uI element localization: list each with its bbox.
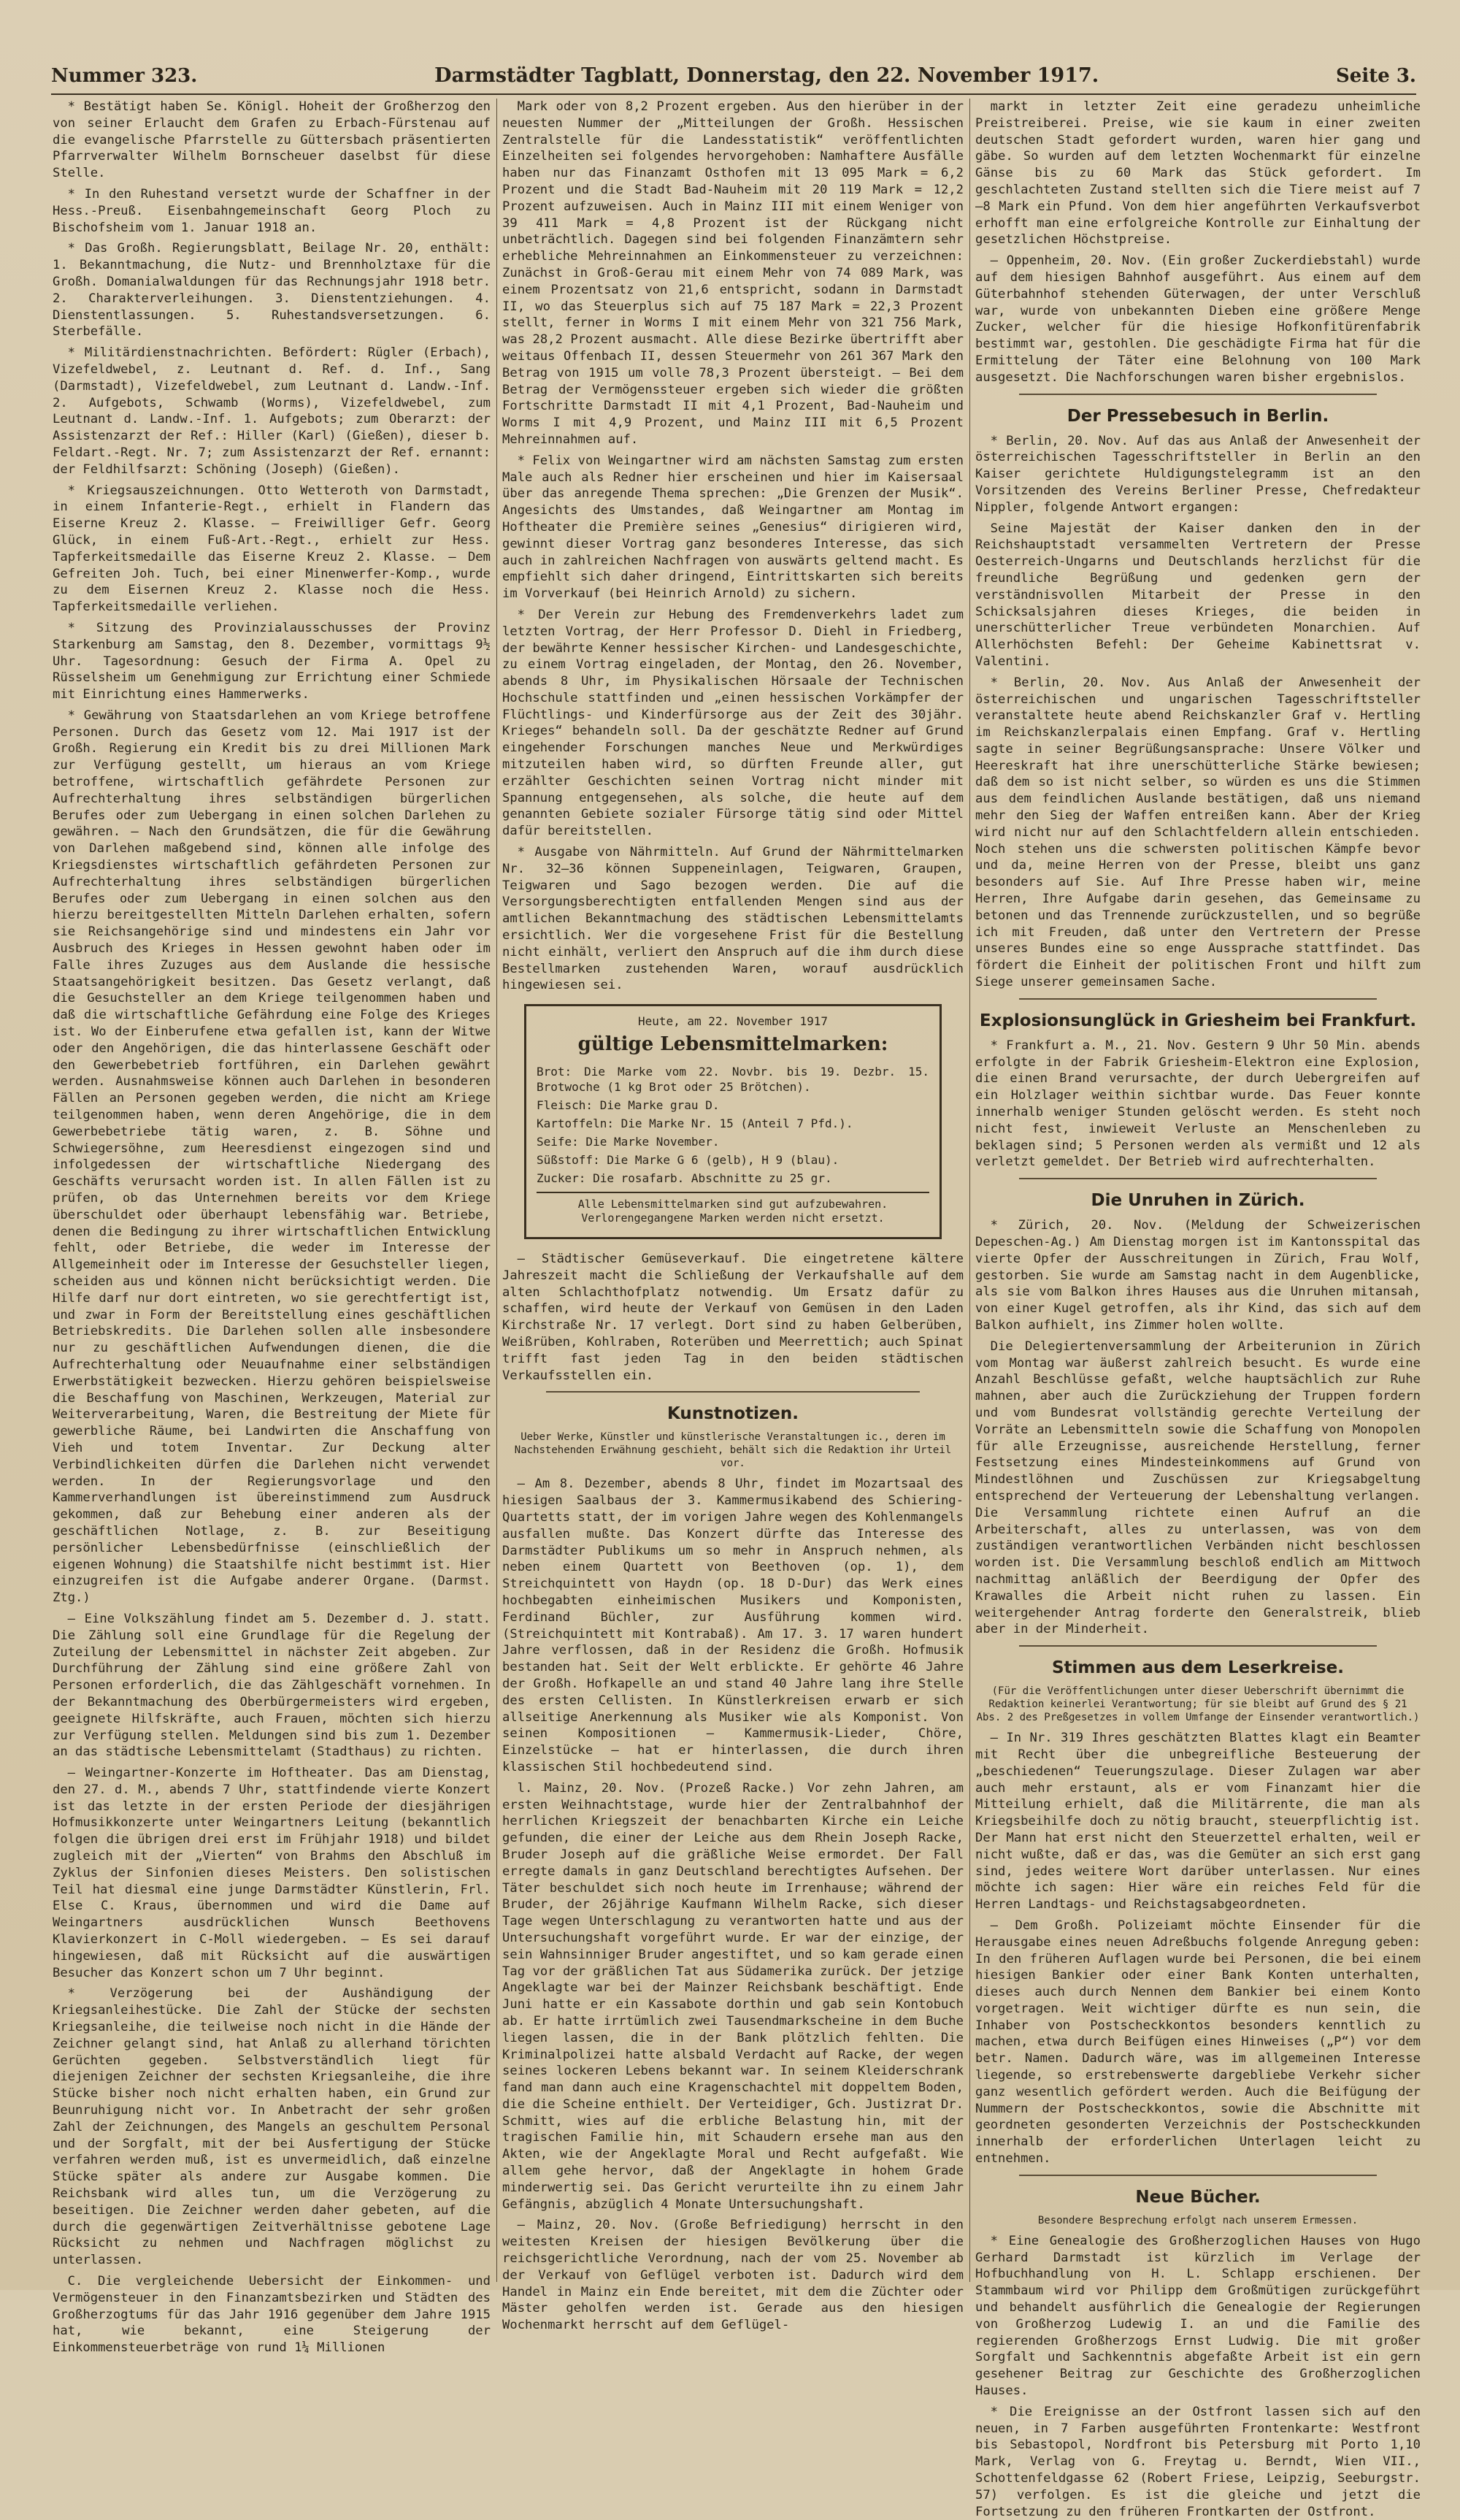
article-paragraph: — Eine Volkszählung findet am 5. Dezember d. J. statt. Die Zählung soll eine Grundlage für die Regelung der Zuteilung der Lebensmittel in nächster Zeit abgeben. Zur Durchführung der Zählung sind eine größere Zahl von Personen erforderlich, die das Zählgeschäft vornehmen. In der Bekanntmachung des Oberbürgermeisters wird ergeben, geeignete Hilfskräfte, auch Frauen, möchten sich hierzu zur Verfügung stellen. Meldungen sind bis zum 1. Dezember an das städtische Lebensmittelamt (Stadthaus) zu richten. [53,1611,491,1760]
section-heading: Neue Bücher. [1135,2187,1261,2207]
article-paragraph: C. Die vergleichende Uebersicht der Einkommen- und Vermögensteuer in den Finanzamtsbezirken und Städten des Großherzogtums für das Jahr 1916 gegenüber dem Jahre 1915 hat, wie bekannt, eine Steigerung der Einkommensteuerbeträge von rund 1¼ Millionen [53,2274,491,2356]
separator [546,1391,920,1393]
box-title: gültige Lebensmittelmarken: [577,1033,888,1056]
section-heading: Die Unruhen in Zürich. [1091,1191,1305,1211]
ration-row: Fleisch: Die Marke grau D. [537,1098,720,1113]
ration-row: Seife: Die Marke November. [537,1135,720,1149]
article-paragraph: — Städtischer Gemüseverkauf. Die eingetretene kältere Jahreszeit macht die Schließung der Verkaufshalle auf dem alten Schlachthofplatz notwendig. Um Ersatz dafür zu schaffen, wird heute der Verkauf von Gemüsen in den Laden Kirchstraße Nr. 17 verlegt. Dort sind zu haben Gelberüben, Weißrüben, Kohlraben, Roterüben und Meerrettich; auch Spinat trifft fast jeden Tag in den beiden städtischen Verkaufsstellen ein. [502,1252,964,1383]
article-paragraph: — Am 8. Dezember, abends 8 Uhr, findet im Mozartsaal des hiesigen Saalbaus der 3. Kammermusikabend des Schiering-Quartetts statt, der im vorigen Jahre wegen des Kohlenmangels ausfallen mußte. Das Konzert dürfte das Interesse des Darmstädter Publikums um so mehr in Anspruch nehmen, als neben einem Quartett von Beethoven (op. 1), dem Streichquintett von Haydn (op. 18 D-Dur) das Werk eines hochbegabten einheimischen Musikers und Komponisten, Ferdinand Büchler, zur Ausführung kommen wird. (Streichquintett mit Kontrabaß). Am 17. 3. 17 waren hundert Jahre verflossen, daß in der Residenz die Großh. Hofmusik bestanden hat. Seit der Welt erblickte. Er gehörte 46 Jahre der Großh. Hofkapelle an und stand 40 Jahre lang ihre Stelle des ersten Cellisten. In Künstlerkreisen erwarb er sich allseitige Anerkennung als Musiker wie als Komponist. Von seinen Kompositionen — Kammermusik-Lieder, Chöre, Einzelstücke — hat er hinterlassen, die durch ihren klassischen Stil hochbedeutend sind. [502,1477,964,1774]
page-number: Seite 3. [1336,65,1416,87]
article-paragraph: markt in letzter Zeit eine geradezu unheimliche Preistreiberei. Preise, wie sie kaum in einer zweiten deutschen Stadt gefordert wurden, waren hier gang und gäbe. So wurden auf dem letzten Wochenmarkt für einzelne Gänse bis zu 60 Mark das Stück gefordert. Im geschlachteten Zustand stellten sich die Tiere meist auf 7—8 Mark ein Pfund. Von dem hier angeführten Verkaufsverbot erhofft man eine erfolgreiche Kontrolle zur Einhaltung der gesetzlichen Höchstpreise. [975,99,1421,248]
article-paragraph: — Mainz, 20. Nov. (Große Befriedigung) herrscht in den weitesten Kreisen der hiesigen Bevölkerung über die reichsgerichtliche Verordnung, nach der vom 25. November ab der Verkauf von Geflügel verboten ist. Dadurch wird dem Handel in Mainz ein Ende bereitet, mit dem die Züchter oder Mäster geholfen werden ist. Gerade aus den hiesigen Wochenmarkt herrscht auf dem Geflügel- [502,2218,964,2333]
article-paragraph: * Berlin, 20. Nov. Auf das aus Anlaß der Anwesenheit der österreichischen Tagesschriftsteller in Berlin an den Kaiser gerichtete Huldigungstelegramm ist an den Vorsitzenden des Vereins Berliner Presse, Chefredakteur Nippler, folgende Antwort ergangen: [975,433,1421,515]
section-subheading: Besondere Besprechung erfolgt nach unserem Ermessen. [1037,2214,1359,2226]
section-subheading: (Für die Veröffentlichungen unter dieser Ueberschrift übernimmt die Redaktion keinerlei Verantwortung; für sie bleibt auf Grund des § 21 Abs. 2 des Preßgesetzes in vollem Umfange der Einsender verantwortlich.) [976,1685,1420,1724]
article-paragraph: * Zürich, 20. Nov. (Meldung der Schweizerischen Depeschen-Ag.) Am Dienstag morgen ist im Kantonsspital das vierte Opfer der Ausschreitungen in Zürich, Frau Wolf, gestorben. Sie wurde am Samstag nacht in dem Augenblicke, als sie vom Balkon ihres Hauses aus die Unruhen mitansah, von einer Kugel getroffen, als ihr Kind, das sich auf dem Balkon aufhielt, ins Zimmer holen wollte. [975,1218,1421,1333]
section-heading: Kunstnotizen. [666,1404,799,1424]
article-paragraph: — Dem Großh. Polizeiamt möchte Einsender für die Herausgabe eines neuen Adreßbuchs folgende Anregung geben: In den früheren Auflagen wurde bei Personen, die bei einem hiesigen Bankier oder einer Bank Konten unterhalten, dieses auch durch Nennen dem Bankier bei einem Konto vorgetragen. Weit wichtiger dürfte es nun sein, die Inhaber von Postscheckkontos besonders kenntlich zu machen, etwa durch Beifügen eines Hinweises („P“) vor dem betr. Namen. Dadurch wäre, was im allgemeinen Interesse liegende, so erstrebenswerte dargebliebe Verkehr sicher ganz wesentlich gefördert werden. Auch die Beifügung der Nummern der Postscheckkontos, sowie die Abschnitte mit geordneten gesonderten Verzeichnis der Postscheckkunden innerhalb der erforderlichen Unterlagen leicht zu entnehmen. [975,1918,1421,2167]
separator [1019,1178,1377,1179]
issue-number: Nummer 323. [51,65,198,87]
box-note: Alle Lebensmittelmarken sind gut aufzubewahren. Verlorengegangene Marken werden nicht ersetzt. [537,1192,929,1225]
column-3 [975,99,1421,2519]
article-paragraph: * Der Verein zur Hebung des Fremdenverkehrs ladet zum letzten Vortrag, der Herr Professor D. Diehl in Friedberg, der bewährte Kenner hessischer Kirchen- und Landesgeschichte, zu einem Vortrag eingeladen, der Montag, den 26. November, abends 8 Uhr, im Physikalischen Hörsaale der Technischen Hochschule stattfinden und „einen hessischen Vorkämpfer der Flüchtlings- und Kinderfürsorge aus der Zeit des 30jähr. Krieges“ behandeln soll. Da der geschätzte Redner auf Grund eingehender Forschungen manches Neue und Merkwürdiges mitzuteilen haben wird, so dürften Freunde aller, gut erzählter Geschichten seinen Vortrag nicht minder mit Spannung entgegensehen, als solche, die heute auf dem genannten Gebiete sozialer Fürsorge tätig sind oder Mittel dafür bereitstellen. [502,607,964,839]
article-paragraph: — In Nr. 319 Ihres geschätzten Blattes klagt ein Beamter mit Recht über die unbegreifliche Besteuerung der „beschiedenen“ Teuerungszulage. Dieser Zulagen war aber auch mehr erstaunt, als er vom Finanzamt hier die Mitteilung erhielt, daß die Militärrente, die man als Kriegsbeihilfe doch zu nötig braucht, steuerpflichtig ist. Der Mann hat erst nicht den Steuerzettel erhalten, weil er nicht wußte, daß er das, was die Gemüter an sich erst gang sind, jedes weitere Wort darüber unterlassen. Nur eines möchte ich sagen: Hier wäre ein reiches Feld für die Herren Landtags- und Reichstagsabgeordneten. [975,1731,1421,1912]
masthead [51,64,1416,95]
article-paragraph: l. Mainz, 20. Nov. (Prozeß Racke.) Vor zehn Jahren, am ersten Weihnachtstage, wurde hier der Zentralbahnhof der herrlichen Kriegszeit der benachbarten Kirche ein Leiche gefunden, die einer der Leiche aus dem Rhein Joseph Racke, Bruder Joseph auf die gräßliche Weise ermordet. Der Fall erregte damals in ganz Deutschland berechtigtes Aufsehen. Der Täter beschuldet sich noch heute im Irrenhause; während der Bruder, der 26jährige Kaufmann Wilhelm Racke, sich dieser Tage wegen Unterschlagung zu verantworten hatte und aus der Untersuchungshaft vorgeführt wurde. Er war der einzige, der sein Wahnsinniger Bruder angestiftet, und so kam gerade einen Tag vor der gräßlichen Tat aus Südamerika zurück. Der jetzige Angeklagte war bei der Mainzer Reichsbank beschäftigt. Ende Juni hatte er ein Kassabote dorthin und gab sein Kontobuch ab. Er hatte irrtümlich zwei Tausendmarkscheine in dem Buche liegen lassen, die in der Bank plötzlich fehlten. Die Kriminalpolizei hatte alsbald Verdacht auf Racke, der wegen seines lockeren Lebens bekannt war. In seinem Kleiderschrank fand man dann auch eine Kragenschachtel mit doppeltem Boden, die die Scheine enthielt. Der Verteidiger, Gch. Justizrat Dr. Schmitt, wies auf die erbliche Belastung hin, mit der tragischen Familie hin, mit Schaudern ersehe man aus den Akten, wie der Angeklagte Moral und Recht aufgefaßt. Wie allem gehe hervor, daß der Angeklagte in hohem Grade minderwertig sei. Das Gericht verurteilte ihn zu einem Jahr Gefängnis, abzüglich 4 Monate Untersuchungshaft. [502,1780,964,2212]
column-rule [969,99,970,2282]
article-paragraph: * Eine Genealogie des Großherzoglichen Hauses von Hugo Gerhard Darmstadt ist kürzlich im Verlage der Hofbuchhandlung von H. L. Schlapp erschienen. Der Stammbaum wird vor Philipp dem Großmütigen zurückgeführt und behandelt ausführlich die Genealogie der Regierungen von Großherzog Ludewig I. an und die Familie des regierenden Großherzogs Ernst Ludwig. Die mit großer Sorgfalt und Sachkenntnis abgefaßte Arbeit ist ein gern gesehener Beitrag zur Geschichte des Großherzoglichen Hauses. [975,2233,1421,2399]
box-date: Heute, am 22. November 1917 [637,1014,829,1029]
section-heading: Stimmen aus dem Leserkreise. [1051,1658,1345,1678]
ration-row: Zucker: Die rosafarb. Abschnitte zu 25 gr. [537,1171,832,1186]
article-paragraph: * In den Ruhestand versetzt wurde der Schaffner in der Hess.-Preuß. Eisenbahngemeinschaft Georg Ploch zu Bischofsheim vom 1. Januar 1918 an. [53,186,491,235]
article-paragraph: * Frankfurt a. M., 21. Nov. Gestern 9 Uhr 50 Min. abends erfolgte in der Fabrik Griesheim-Elektron eine Explosion, die einen Brand verursachte, der durch Uebergreifen auf ein Holzlager weithin sichtbar wurde. Das Feuer konnte innerhalb weniger Stunden gelöscht werden. Es steht noch nicht fest, inwieweit Verluste an Menschenleben zu beklagen sind; 5 Personen werden als vermißt und 12 als verletzt gemeldet. Der Betrieb wird aufrechterhalten. [975,1038,1421,1170]
ration-row: Süßstoff: Die Marke G 6 (gelb), H 9 (blau). [537,1153,840,1168]
separator [1019,998,1377,1000]
section-heading: Explosionsunglück in Griesheim bei Frankfurt. [979,1011,1417,1030]
article-paragraph: * Die Ereignisse an der Ostfront lassen sich auf den neuen, in 7 Farben ausgeführten Frontenkarte: Westfront bis Sebastopol, Nordfront bis Petersburg mit Porto 1,10 Mark, Verlag von G. Freytag u. Berndt, Wien VII., Schottenfeldgasse 62 (Robert Friese, Leipzig, Seeburgstr. 57) verfolgen. Es ist die gleiche und jetzt die Fortsetzung zu den früheren Frontkarten der Ostfront. [975,2404,1421,2519]
article-paragraph: Die Delegiertenversammlung der Arbeiterunion in Zürich vom Montag war äußerst zahlreich besucht. Es wurde eine Anzahl Beschlüsse gefaßt, welche hauptsächlich zur Ruhe mahnen, aber auch die Zurückziehung der Truppen fordern und vom Bundesrat vollständig gerechte Verteilung der Vorräte an Lebensmitteln sowie die Schaffung von Monopolen für alle Erzeugnisse, ausreichende Herstellung, ferner Festsetzung eines Mindesteinkommens auf Grund von Mindestlöhnen und Zuschüssen zur Kriegsabgeltung entsprechend der Verteuerung der Lebenshaltung verlangen. Die Versammlung richtete einen Aufruf an die Arbeiterschaft, alles zu unterlassen, was von dem zuständigen verantwortlichen Verbänden nicht beschlossen worden ist. Die Versammlung beschloß endlich am Mittwoch nachmittag anläßlich der Beerdigung der Opfer des Krawalles die Arbeit nicht ruhen zu lassen. Ein weitergehender Antrag forderte den Generalstreik, blieb aber in der Minderheit. [975,1338,1421,1637]
article-paragraph: * Kriegsauszeichnungen. Otto Wetteroth von Darmstadt, in einem Infanterie-Regt., erhielt in Flandern das Eiserne Kreuz 2. Klasse. — Freiwilliger Gefr. Georg Glück, in einem Fuß-Art.-Regt., erhielt zur Hess. Tapferkeitsmedaille das Eiserne Kreuz 2. Klasse. — Dem Gefreiten Joh. Tuch, bei einer Minenwerfer-Komp., wurde zu dem Eisernen Kreuz 2. Klasse noch die Hess. Tapferkeitsmedaille verliehen. [53,483,491,615]
article-paragraph: Mark oder von 8,2 Prozent ergeben. Aus den hierüber in der neuesten Nummer der „Mitteilungen der Großh. Hessischen Zentralstelle für die Landesstatistik“ veröffentlichten Einzelheiten sei folgendes hervorgehoben: Namhaftere Ausfälle haben nur das Finanzamt Osthofen mit 13 095 Mark = 6,2 Prozent und die Stadt Bad-Nauheim mit 20 119 Mark = 12,2 Prozent aufzuweisen. Auch in Mainz III mit einem Weniger von 39 411 Mark = 4,8 Prozent ist der Rückgang nicht unbeträchtlich. Dagegen sind bei folgenden Finanzämtern sehr erhebliche Mehreinnahmen an Einkommensteuer zu verzeichnen: Zunächst in Groß-Gerau mit einem Mehr von 74 089 Mark, was einem Prozentsatz von 21,6 entspricht, sodann in Darmstadt II, wo das Steuerplus sich auf 75 187 Mark = 22,3 Prozent stellt, ferner in Worms I mit einem Mehr von 321 756 Mark, was 28,2 Prozent ausmacht. Alle diese Bezirke übertrifft aber weitaus Offenbach II, dessen Steuermehr von 261 367 Mark den Betrag von 1915 um volle 78,3 Prozent übersteigt. — Bei dem Betrag der Vermögenssteuer ergeben sich wieder die größten Fortschritte Darmstadt II mit 4,1 Prozent, Bad-Nauheim und Worms I mit 4,9 Prozent, und Mainz III mit 6,5 Prozent Mehreinnahmen auf. [502,99,964,447]
article-paragraph: * Militärdienstnachrichten. Befördert: Rügler (Erbach), Vizefeldwebel, z. Leutnant d. Ref. d. Inf., Sang (Darmstadt), Vizefeldwebel, zum Leutnant d. Landw.-Inf. 2. Aufgebots, Schwamb (Worms), Vizefeldwebel, zum Leutnant d. Landw.-Inf. 1. Aufgebots; zum Oberarzt: der Assistenzarzt der Ref.: Hiller (Karl) (Gießen), dieser b. Feldart.-Regt. Nr. 7; zum Assistenzarzt der Ref. ernannt: der Feldhilfsarzt: Schöning (Joseph) (Gießen). [53,345,491,477]
article-paragraph: * Felix von Weingartner wird am nächsten Samstag zum ersten Male auch als Redner hier erscheinen und hier im Kaisersaal über das anregende Thema sprechen: „Die Grenzen der Musik“. Angesichts des Umstandes, daß Weingartner am Montag im Hoftheater die Première seines „Genesius“ dirigieren wird, gewinnt dieser Vortrag ganz besonderes Interesse, das sich auch in zahlreichen Nachfragen von auswärts geltend macht. Es empfiehlt sich daher dringend, Eintrittskarten sich bereits im Vorverkauf (bei Heinrich Arnold) zu sichern. [502,453,964,602]
separator [1019,1645,1377,1647]
article-paragraph: Seine Majestät der Kaiser danken den in der Reichshauptstadt versammelten Vertretern der Presse Oesterreich-Ungarns und Deutschlands herzlichst für die freundliche Begrüßung und gedenken gern der verständnisvollen Mitarbeit der Presse in den Schicksalsjahren dieses Krieges, die beiden in unerschütterlicher Treue verbündeten Monarchien. Auf Allerhöchsten Befehl: Der Geheime Kabinettsrat v. Valentini. [975,521,1421,669]
article-paragraph: * Gewährung von Staatsdarlehen an vom Kriege betroffene Personen. Durch das Gesetz vom 12. Mai 1917 ist der Großh. Regierung ein Kredit bis zu drei Millionen Mark zur Verfügung gestellt, um hieraus an vom Kriege betroffene, wirtschaftlich gefährdete Personen zur Aufrechterhaltung ihres selbständigen bürgerlichen Berufes oder zum Uebergang in einen solchen Darlehen zu gewähren. — Nach den Grundsätzen, die für die Gewährung von Darlehen maßgebend sind, können alle infolge des Kriegsdienstes wirtschaftlich gefährdeten Personen zur Aufrechterhaltung ihres selbständigen bürgerlichen Berufes oder zum Uebergang in einen solchen aus den hierzu bereitgestellten Mitteln Darlehen erhalten, sofern sie Reichsangehörige sind und mindestens ein Jahr vor Ausbruch des Krieges in Hessen gewohnt haben oder im Falle ihres Zuzuges aus dem Auslande die hessische Staatsangehörigkeit besitzen. Das Gesetz verlangt, daß die Gesuchsteller an dem Kriege teilgenommen haben und daß die wirtschaftliche Gefährdung eine Folge des Krieges ist. Wo der Einberufene etwa gefallen ist, kann der Witwe oder den Angehörigen, die das hinterlassene Geschäft oder den Gewerbebetrieb fortführen, ein Darlehen gewährt werden. Ausnahmsweise können auch Darlehen in besonderen Fällen an Personen gegeben werden, die nicht am Kriege teilgenommen haben, wenn deren Angehörige, die in dem Gewerbebetriebe tätig waren, z. B. Söhne und Schwiegersöhne, zum Heeresdienst eingezogen sind und infolgedessen der wirtschaftliche Niedergang des Geschäfts verursacht worden ist. In allen Fällen ist zu prüfen, ob das Unternehmen bereits vor dem Kriege überschuldet oder überhaupt lebensfähig war. Betriebe, denen die Bedingung zu ihrer wirtschaftlichen Entwicklung fehlt, oder Betriebe, die weder im Interesse der Allgemeinheit oder im Interesse der Gesuchsteller liegen, scheiden aus und können nicht berücksichtigt werden. Die Hilfe darf nur dort eintreten, wo sie gerechtfertigt ist, und zwar in Form der Bereitstellung eines geschäftlichen Betriebskredits. Die Darlehen sollen alle insbesondere nur zu geschäftlichen Aufwendungen dienen, die die Aufrechterhaltung oder Neuaufnahme einer selbständigen Erwerbstätigkeit bezwecken. Hierzu gehören beispielsweise die Beschaffung von Maschinen, Werkzeugen, Material zur Weiterverarbeitung, Waren, die Bestreitung der Miete für gewerbliche Räume, bei Landwirten die Anschaffung von Vieh und totem Inventar. Zur Deckung alter Verbindlichkeiten dürfen die Darlehen nicht verwendet werden. In der Regierungsvorlage und den Kammerverhandlungen ist übereinstimmend zum Ausdruck gekommen, daß zur Behebung einer anderen als der geschäftlichen Notlage, z. B. zur Beseitigung persönlicher Lebensbedürfnisse (einschließlich der eigenen Wohnung) die Staatshilfe nicht bestimmt ist. Hier einzugreifen ist die Aufgabe anderer Organe. (Darmst. Ztg.) [53,708,491,1606]
section-heading: Der Pressebesuch in Berlin. [1067,406,1329,426]
separator [1019,394,1377,395]
article-paragraph: — Weingartner-Konzerte im Hoftheater. Das am Dienstag, den 27. d. M., abends 7 Uhr, stattfindende vierte Konzert ist das letzte in der ersten Periode der diesjährigen Hofmusikkonzerte unter Weingartners Leitung (bekanntlich folgen die übrigen drei erst im Frühjahr 1918) und bildet zugleich mit der „Vierten“ von Brahms den Abschluß im Zyklus der Sinfonien dieses Meisters. Den solistischen Teil hat diesmal eine junge Darmstädter Künstlerin, Frl. Else C. Kraus, übernommen und wird die Dame auf Weingartners ausdrücklichen Wunsch Beethovens Klavierkonzert in C-Moll wiedergeben. — Es sei darauf hingewiesen, daß mit Rücksicht auf die auswärtigen Besucher das Konzert schon um 7 Uhr beginnt. [53,1766,491,1980]
column-rule [496,99,497,2282]
article-paragraph: * Verzögerung bei der Aushändigung der Kriegsanleihestücke. Die Zahl der Stücke der sechsten Kriegsanleihe, die teilweise noch nicht in die Hände der Zeichner gelangt sind, hat Anlaß zu allerhand törichten Gerüchten gegeben. Selbstverständlich liegt für diejenigen Zeichner der sechsten Kriegsanleihe, die ihre Stücke bisher noch nicht erhalten haben, ein Grund zur Beunruhigung nicht vor. In Anbetracht der sehr großen Zahl der Zeichnungen, des Mangels an geschultem Personal und der Sorgfalt, mit der bei Ausfertigung der Stücke verfahren werden muß, ist es unvermeidlich, daß einzelne Stücke später als andere zur Ausgabe kommen. Die Reichsbank wird alles tun, um die Verzögerung zu beseitigen. Die Zeichner werden daher gebeten, auf die durch die gegenwärtigen Zeitverhältnisse gebotene Lage Rücksicht zu nehmen und Nachfragen möglichst zu unterlassen. [53,1986,491,2268]
section-subheading: Ueber Werke, Künstler und künstlerische Veranstaltungen ic., deren im Nachstehenden Erwähnung geschieht, behält sich die Redaktion ihr Urteil vor. [514,1431,952,1470]
ration-row: Kartoffeln: Die Marke Nr. 15 (Anteil 7 Pfd.). [537,1117,853,1131]
separator [1019,2175,1377,2176]
column-1 [53,99,491,2356]
article-paragraph: * Ausgabe von Nährmitteln. Auf Grund der Nährmittelmarken Nr. 32—36 können Suppeneinlagen, Teigwaren, Graupen, Teigwaren und Sago bezogen werden. Die auf die Versorgungsberechtigten entfallenden Mengen sind aus der amtlichen Bekanntmachung des städtischen Lebensmittelamts ersichtlich. Wer die vorgesehene Frist für die Bestellung nicht einhält, verliert den Anspruch auf die ihm durch diese Bestellmarken zustehenden Waren, worauf ausdrücklich hingewiesen sei. [502,845,964,993]
newspaper-title: Darmstädter Tagblatt, Donnerstag, den 22. November 1917. [434,64,1099,87]
article-paragraph: — Oppenheim, 20. Nov. (Ein großer Zuckerdiebstahl) wurde auf dem hiesigen Bahnhof ausgeführt. Aus einem auf dem Güterbahnhof stehenden Güterwagen, der unter Verschluß war, wurde von unbekannten Dieben eine größere Menge Zucker, welcher für die hiesige Hofkonfitürenfabrik bestimmt war, gestohlen. Die geschädigte Firma hat für die Ermittelung der Täter eine Belohnung von 100 Mark ausgesetzt. Die Nachforschungen waren bisher ergebnislos. [975,253,1421,385]
article-paragraph: * Berlin, 20. Nov. Aus Anlaß der Anwesenheit der österreichischen und ungarischen Tagesschriftsteller veranstaltete heute abend Reichskanzler Graf v. Hertling im Reichskanzlerpalais einen Empfang. Graf v. Hertling sagte in seiner Begrüßungsansprache: Unsere Völker und Heereskraft hat ihre unerschütterliche Stärke bewiesen; daß dem so ist nicht selber, so würden es uns die Stimmen aus dem feindlichen Auslande bestätigen, daß uns niemand mehr den Sieg der Waffen entreißen kann. Aber der Krieg wird nicht nur auf den Schlachtfeldern allein entschieden. Noch stehen uns die schwersten politischen Kämpfe bevor und da, meine Herren von der Presse, bleibt uns ganz besonders auf Sie. Auf Ihre Presse haben wir, meine Herren, Ihre Aufgabe darin gesehen, das Gemeinsame zu betonen und das Trennende zurückzustellen, und so begrüße ich mit Freuden, daß unter den Vertretern der Presse unseres Bundes eine so enge Aussprache stattfindet. Das fördert die Einheit der politischen Front und hilft zum Siege unserer gemeinsamen Sache. [975,675,1421,990]
ration-row: Brot: Die Marke vom 22. Novbr. bis 19. Dezbr. 15. Brotwoche (1 kg Brot oder 25 Brötchen). [537,1065,929,1095]
ration-cards-box [524,1004,942,1239]
column-2 [502,99,964,2333]
article-paragraph: * Das Großh. Regierungsblatt, Beilage Nr. 20, enthält: 1. Bekanntmachung, die Nutz- und Brennholztaxe für die Großh. Domanialwaldungen für das Rechnungsjahr 1918 betr. 2. Charakterverleihungen. 3. Dienstentziehungen. 4. Dienstentlassungen. 5. Ruhestandsversetzungen. 6. Sterbefälle. [53,241,491,340]
article-paragraph: * Bestätigt haben Se. Königl. Hoheit der Großherzog den von seiner Erlaucht dem Grafen zu Erbach-Fürstenau auf die evangelische Pfarrstelle zu Güttersbach präsentierten Pfarrverwalter Wilhelm Bornscheuer daselbst für diese Stelle. [53,99,491,181]
article-paragraph: * Sitzung des Provinzialausschusses der Provinz Starkenburg am Samstag, den 8. Dezember, vormittags 9½ Uhr. Tagesordnung: Gesuch der Firma A. Opel zu Rüsselsheim um Genehmigung zur Errichtung einer Schmiede mit Einrichtung eines Hammerwerks. [53,620,491,702]
